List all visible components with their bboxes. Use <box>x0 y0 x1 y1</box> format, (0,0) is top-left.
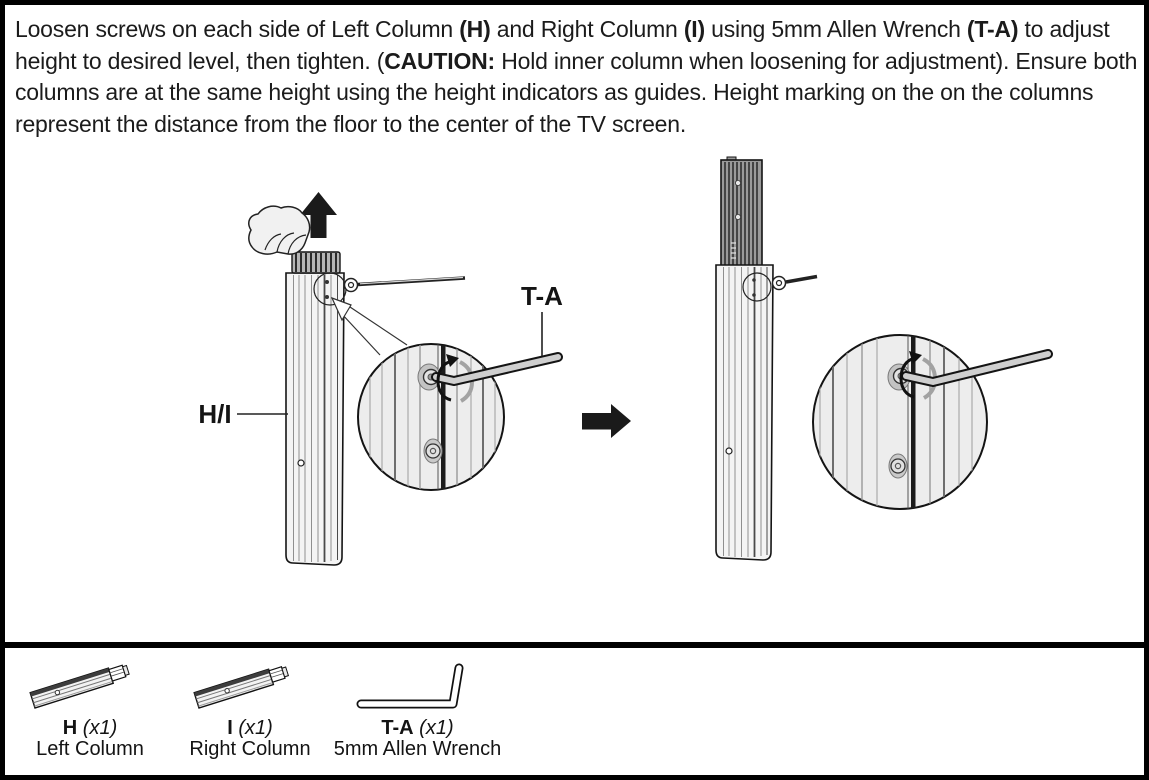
allen-wrench-part-illustration <box>343 658 493 716</box>
detail-circle-right <box>813 332 1048 512</box>
screw-dot <box>325 295 329 299</box>
outer-column-right <box>716 265 773 560</box>
hand-illustration <box>249 206 310 254</box>
screw-bottom <box>891 459 905 473</box>
part-qty: (x1) <box>82 717 118 739</box>
part-item-h <box>10 658 170 760</box>
column-callout <box>198 399 288 429</box>
inner-column-hole <box>735 214 740 219</box>
left-figure <box>198 192 563 565</box>
part-label <box>63 718 117 739</box>
part-name: Left Column <box>36 738 144 760</box>
part-item-ta <box>330 658 505 760</box>
wrench-label: T-A <box>521 281 563 311</box>
part-id: H <box>62 717 78 739</box>
part-item-i <box>170 658 330 760</box>
screw-dot <box>325 280 329 284</box>
inner-column-extended <box>721 157 762 270</box>
part-label <box>227 718 273 739</box>
inner-column-hole <box>735 180 740 185</box>
instruction-segment: Loosen screws on each side of Left Column <box>15 16 460 42</box>
assembly-diagram <box>5 155 1144 643</box>
parts-legend <box>5 642 1144 775</box>
screw-dot <box>752 293 756 297</box>
instruction-segment: to adjust height to desired level, then tighten. ( <box>15 16 1116 74</box>
right-figure <box>716 157 1048 560</box>
column-label: H/I <box>198 399 232 429</box>
instruction-segment: CAUTION: <box>384 47 496 74</box>
outer-column-left <box>286 273 344 565</box>
allen-wrench-inline <box>345 278 466 292</box>
instruction-text <box>15 14 1144 140</box>
part-name: Right Column <box>189 738 311 760</box>
screw-dot <box>752 278 756 282</box>
inner-column-top-cap <box>292 252 340 273</box>
detail-circle-left <box>358 341 558 493</box>
part-name: 5mm Allen Wrench <box>333 738 502 760</box>
adjustment-hole <box>298 460 304 466</box>
instruction-segment: (I) <box>683 16 705 42</box>
right-column-part-illustration <box>185 658 315 716</box>
screw-bottom <box>426 444 440 458</box>
left-column-part-illustration <box>25 658 155 716</box>
part-label <box>381 718 453 739</box>
part-id: T-A <box>381 717 414 739</box>
part-qty: (x1) <box>238 717 273 739</box>
instruction-segment: using 5mm Allen Wrench <box>704 16 967 42</box>
instruction-segment: (T-A) <box>966 16 1019 42</box>
part-qty: (x1) <box>419 717 454 739</box>
allen-wrench-inline <box>773 277 818 290</box>
wrench-callout <box>521 281 563 356</box>
adjustment-hole <box>726 448 732 454</box>
instruction-segment: (H) <box>459 16 491 42</box>
instruction-segment: and Right Column <box>490 16 684 42</box>
part-id: I <box>227 717 233 739</box>
instruction-segment: Hold inner column when loosening for adjustment). Ensure both columns are at the same height using the height indicators as guides. Height marking on the on the columns represent the distance from the floor to the center of the TV screen. <box>15 47 1144 137</box>
right-arrow-icon <box>582 404 631 438</box>
